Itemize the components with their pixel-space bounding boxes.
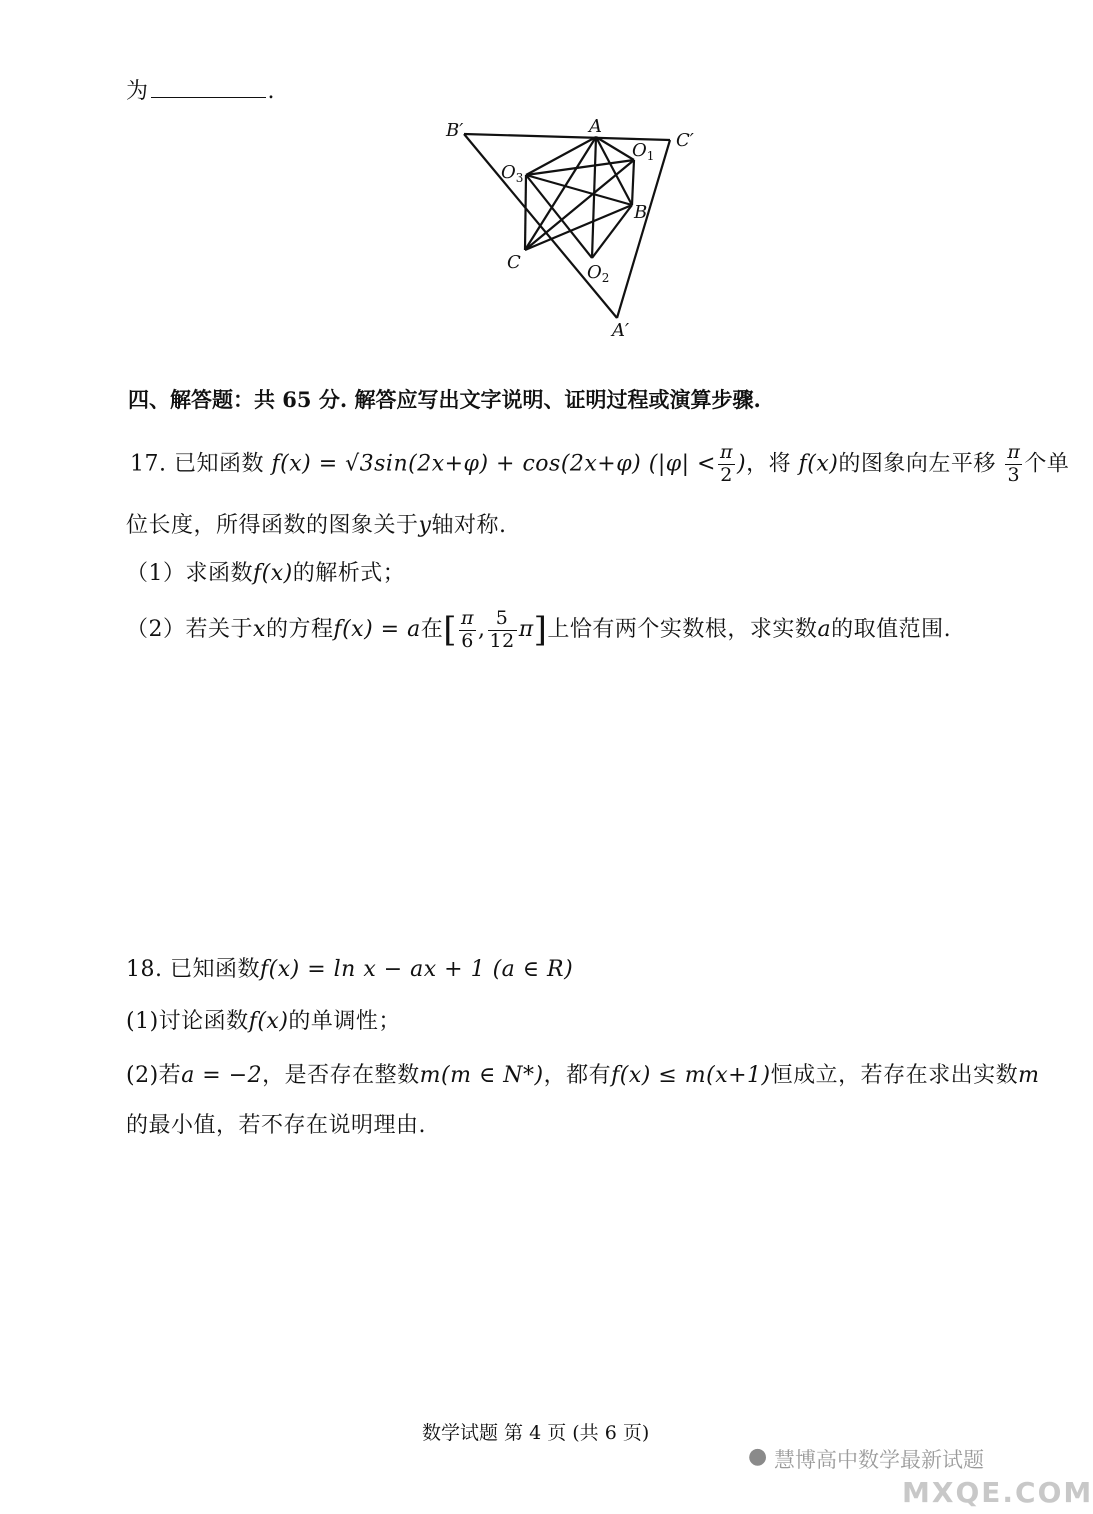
q17-line2-var: y bbox=[418, 513, 432, 538]
q18-part1 bbox=[126, 1004, 401, 1035]
q18-part1-text: 讨论函数 bbox=[158, 1009, 249, 1034]
q18-part2-m: m(m ∈ N*) bbox=[419, 1063, 544, 1088]
q17-mid2: 的图象向左平移 bbox=[838, 451, 996, 477]
label-a-prime: A′ bbox=[612, 320, 630, 341]
geometry-figure bbox=[430, 110, 694, 350]
q17-fx: f(x) bbox=[271, 451, 312, 477]
q18-line2: 的最小值，若不存在说明理由. bbox=[126, 1113, 426, 1138]
label-o3 bbox=[501, 162, 523, 185]
label-c: C bbox=[507, 252, 521, 273]
interval-pi: π bbox=[518, 617, 534, 642]
label-b: B bbox=[634, 202, 648, 223]
edge-o1-b bbox=[632, 160, 634, 205]
q17-line2-end: 轴对称. bbox=[431, 513, 507, 538]
q17-part1 bbox=[126, 556, 405, 587]
q17-part2-end2: 的取值范围. bbox=[831, 617, 952, 642]
q17-part2-mid: 的方程 bbox=[265, 617, 334, 642]
edge-o3-c bbox=[525, 175, 526, 250]
q18-part2-m2: m bbox=[1018, 1063, 1040, 1088]
q16-suffix: . bbox=[267, 79, 276, 104]
edge-c-a bbox=[525, 137, 596, 250]
q16-answer-line bbox=[126, 74, 275, 105]
q17-part2-end: 上恰有两个实数根，求实数 bbox=[547, 617, 818, 642]
interval-d1: 6 bbox=[461, 629, 474, 652]
q17-line1 bbox=[130, 442, 1069, 487]
label-o1 bbox=[632, 140, 654, 163]
q17-part1-label: （1） bbox=[126, 561, 186, 586]
label-o2-main: O bbox=[587, 262, 602, 283]
q17-shift-num: π bbox=[1007, 441, 1021, 463]
answer-blank[interactable] bbox=[151, 79, 266, 98]
watermark-text: 慧博高中数学最新试题 bbox=[774, 1448, 984, 1472]
q17-line2-text: 位长度，所得函数的图象关于 bbox=[126, 513, 419, 538]
q17-shift-den: 3 bbox=[1007, 463, 1021, 486]
label-a: A bbox=[589, 116, 602, 137]
q17-cond-right: ) bbox=[736, 451, 747, 477]
wechat-icon: ● bbox=[748, 1444, 768, 1469]
q18-part2-end: 恒成立，若存在求出实数 bbox=[770, 1063, 1019, 1088]
q18-part1-end: 的单调性； bbox=[288, 1009, 401, 1034]
edge-o3-b bbox=[526, 175, 632, 205]
label-o2 bbox=[587, 262, 609, 285]
q18-formula: f(x) = ln x − ax + 1 (a ∈ R) bbox=[259, 957, 574, 982]
q18-part2-mid2: ，都有 bbox=[543, 1063, 612, 1088]
q17-part1-f: f(x) bbox=[253, 561, 293, 586]
q17-part2-in: 在 bbox=[420, 617, 444, 642]
q17-part2-label: （2） bbox=[126, 617, 186, 642]
q18-part2 bbox=[126, 1058, 1040, 1089]
q17-line2 bbox=[126, 508, 506, 539]
q17-fx-2: f(x) bbox=[798, 451, 839, 477]
label-o1-sub: 1 bbox=[646, 149, 655, 163]
watermark-site: MXQE.COM bbox=[902, 1476, 1093, 1509]
section-heading: 四、解答题：共 65 分. 解答应写出文字说明、证明过程或演算步骤. bbox=[128, 387, 761, 412]
label-c-prime: C′ bbox=[676, 130, 694, 151]
q17-lead: 17. 已知函数 bbox=[130, 451, 264, 477]
q17-part2: （2）若关于x的方程f(x) = a在[ $\frac{\pi}{6}$ , $\frac{5}{12}$ π]上恰有两个实数根，求实数a的取值范围. bbox=[126, 606, 952, 652]
label-o2-sub: 2 bbox=[601, 271, 610, 285]
q18-lead: 18. 已知函数 bbox=[126, 957, 260, 982]
interval-d2: 12 bbox=[489, 629, 515, 652]
q18-part2-ineq: f(x) ≤ m(x+1) bbox=[611, 1063, 771, 1088]
q17-cond-den: 2 bbox=[720, 463, 733, 486]
q17-part2-eq: f(x) = a bbox=[333, 617, 421, 642]
q18-part1-f: f(x) bbox=[248, 1009, 289, 1034]
q17-part2-x: x bbox=[253, 617, 266, 642]
q17-part1-text: 求函数 bbox=[185, 561, 254, 586]
q17-part2-a: a bbox=[817, 617, 832, 642]
interval-frac-1 bbox=[459, 608, 476, 653]
q16-prefix: 为 bbox=[126, 79, 149, 104]
q18-line1 bbox=[126, 952, 573, 983]
q18-part1-label: (1) bbox=[126, 1009, 159, 1034]
interval-frac-2 bbox=[488, 608, 517, 653]
q18-part2-text: 若 bbox=[158, 1063, 182, 1088]
q17-mid: ，将 bbox=[746, 451, 792, 477]
edge-o2-a bbox=[592, 137, 596, 258]
interval-n2: 5 bbox=[488, 608, 517, 631]
q17-shift-frac bbox=[1005, 442, 1022, 487]
q18-part2-cond: a = −2 bbox=[181, 1063, 263, 1088]
q18-part2-mid: ，是否存在整数 bbox=[262, 1063, 420, 1088]
q17-cond-left: (|φ| < bbox=[648, 451, 716, 477]
q17-part2-text: 若关于 bbox=[185, 617, 254, 642]
q17-part1-end: 的解析式； bbox=[292, 561, 406, 586]
q17-cond-num: π bbox=[719, 441, 733, 463]
page-footer: 数学试题 第 4 页 (共 6 页) bbox=[422, 1422, 650, 1444]
interval-n1: π bbox=[461, 606, 474, 629]
interval-open-bracket: [ bbox=[443, 610, 457, 650]
label-o1-main: O bbox=[632, 140, 647, 161]
q17-formula: = √3sin(2x+φ) + cos(2x+φ) bbox=[311, 451, 642, 477]
q17-tail: 个单 bbox=[1024, 451, 1070, 477]
label-o3-sub: 3 bbox=[515, 171, 524, 185]
label-b-prime: B′ bbox=[446, 120, 464, 141]
q18-part2-label: (2) bbox=[126, 1063, 159, 1088]
label-o3-main: O bbox=[501, 162, 516, 183]
q17-cond-frac bbox=[718, 442, 735, 487]
interval-close-bracket: ] bbox=[533, 610, 548, 650]
